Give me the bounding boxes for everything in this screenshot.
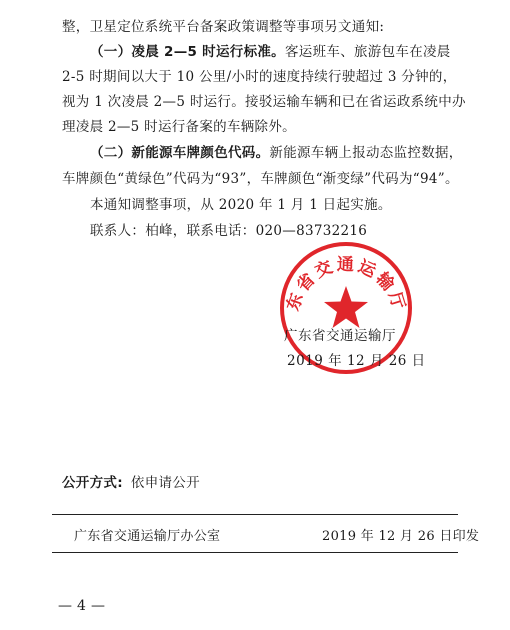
body-line-2 <box>90 43 451 61</box>
disclosure-label: 公开方式: <box>62 475 123 491</box>
issue-date: 2019 年 12 月 26 日 <box>287 353 426 369</box>
disclosure-line <box>62 474 200 492</box>
body-line-4: 视为 1 次凌晨 2—5 时运行。接驳运输车辆和已在省运政系统中办 <box>62 94 466 110</box>
svg-text:东省交通运输厅: 东省交通运输厅 <box>283 254 410 315</box>
footer-office: 广东省交通运输厅办公室 <box>74 529 221 544</box>
body-line-9: 联系人：柏峰，联系电话：020—83732216 <box>90 223 368 239</box>
body-line-3: 2-5 时期间以大于 10 公里/小时的速度持续行驶超过 3 分钟的， <box>62 69 457 85</box>
section-text-2: 新能源车辆上报动态监控数据， <box>269 145 463 161</box>
section-heading-2: （二）新能源车牌颜色代码。 <box>90 145 270 161</box>
footer-print-date: 2019 年 12 月 26 日印发 <box>322 529 480 544</box>
page-number: — 4 — <box>58 598 106 614</box>
footer-top-rule <box>52 514 458 515</box>
body-line-1: 整，卫星定位系统平台备案政策调整等事项另文通知: <box>62 19 385 35</box>
disclosure-value: 依申请公开 <box>130 475 200 491</box>
section-text-1: 客运班车、旅游包车在凌晨 <box>285 44 451 60</box>
footer-bottom-rule <box>52 552 458 553</box>
section-heading-1: （一）凌晨 2—5 时运行标准。 <box>90 44 285 60</box>
body-line-5: 理凌晨 2—5 时运行备案的车辆除外。 <box>62 119 296 135</box>
body-line-6 <box>90 144 463 162</box>
body-line-8: 本通知调整事项，从 2020 年 1 月 1 日起实施。 <box>90 197 392 213</box>
issuer-name: 广东省交通运输厅 <box>284 328 396 344</box>
body-line-7: 车牌颜色“黄绿色”代码为“93”，车牌颜色“渐变绿”代码为“94”。 <box>62 171 459 187</box>
